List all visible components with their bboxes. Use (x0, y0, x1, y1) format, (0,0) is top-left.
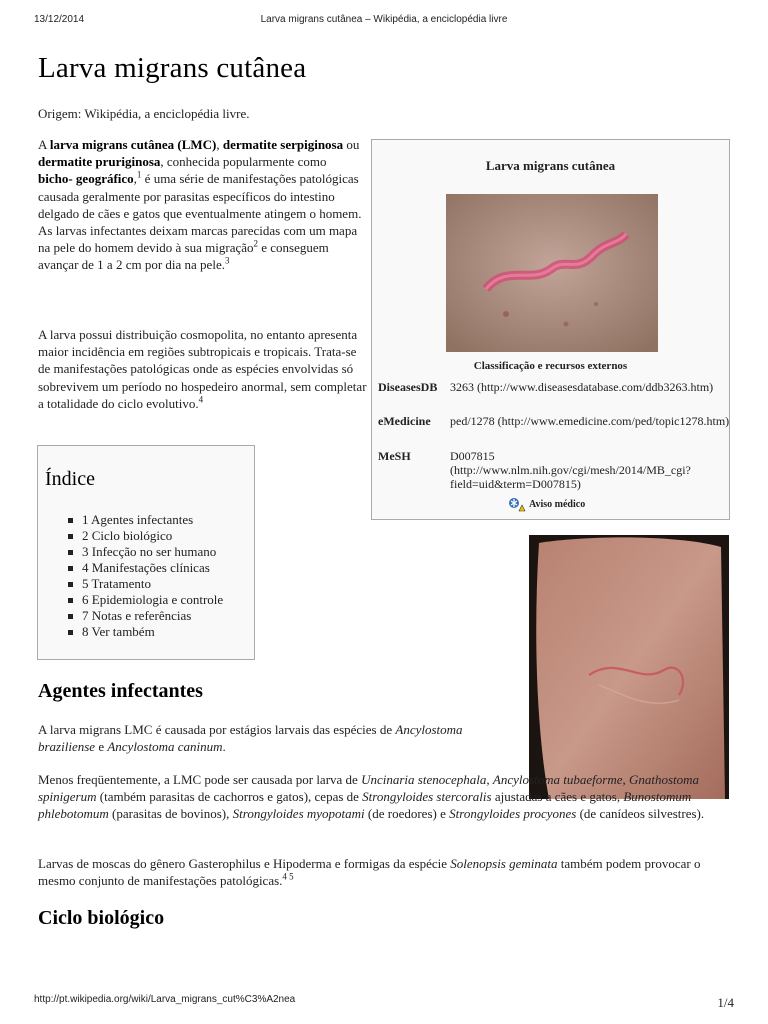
origin-note: Origem: Wikipédia, a enciclopédia livre. (38, 106, 250, 121)
paragraph-text: A larva migrans LMC é causada por estágios larvais das espécies de (38, 722, 396, 737)
paragraph-text: (de canídeos silvestres). (576, 806, 705, 822)
species-name: Uncinaria stenocephala (361, 772, 487, 787)
toc-item[interactable]: 4 Manifestações clínicas (68, 560, 223, 576)
species-name: Gnathostoma spinigerum (38, 772, 700, 805)
paragraph-text: (de roedores) e (364, 806, 450, 822)
paragraph-text: (parasitas de bovinos), (108, 806, 233, 822)
species-name: Bunostomum phlebotomum (38, 789, 692, 822)
paragraph-text: , (622, 772, 629, 787)
infobox-skin-photo[interactable] (446, 194, 658, 352)
page-title: Larva migrans cutânea (38, 52, 307, 84)
toc-list (68, 512, 223, 640)
intro-text: ou (343, 137, 360, 152)
distribution-paragraph (38, 326, 368, 412)
infobox-key: MeSH (378, 449, 411, 463)
toc-item[interactable]: 5 Tratamento (68, 576, 223, 592)
toc-item[interactable]: 8 Ver também (68, 624, 223, 640)
agentes-paragraph-3 (38, 855, 730, 889)
toc-title: Índice (45, 468, 95, 490)
intro-bold-pruriginosa: dermatite pruriginosa (38, 154, 161, 170)
skin-lesion-image (446, 194, 658, 352)
infobox-key: DiseasesDB (378, 380, 438, 394)
agentes-paragraph-1 (38, 721, 478, 755)
infobox-value-link[interactable]: 3263 (http://www.diseasesdatabase.com/ddb3263.htm) (450, 380, 714, 394)
agentes-paragraph-2 (38, 771, 730, 823)
paragraph-text: ajustadas a cães e gatos, (491, 789, 624, 805)
print-date: 13/12/2014 (34, 14, 85, 25)
section-heading-ciclo: Ciclo biológico (38, 907, 165, 929)
print-url: http://pt.wikipedia.org/wiki/Larva_migrans_cut%C3%A2nea (34, 994, 296, 1005)
section-heading-agentes: Agentes infectantes (38, 680, 203, 702)
paragraph-text: Menos freqüentemente, a LMC pode ser causada por larva de (38, 772, 362, 787)
intro-bold-lmc: larva migrans cutânea (LMC) (49, 137, 217, 152)
intro-text: e conseguem avançar de 1 a 2 cm por dia na pele. (38, 240, 329, 273)
medical-notice-label: Aviso médico (529, 498, 586, 510)
toc-item[interactable]: 7 Notas e referências (68, 608, 223, 624)
table-of-contents (37, 445, 255, 660)
infobox-title: Larva migrans cutânea (485, 158, 616, 173)
intro-text: é uma série de manifestações patológicas causada geralmente por parasitas específicos do intestino delgado de cães e gatos que eventualmente atingem o homem. As larvas infectantes deixam marcas parecidas com um mapa na pele do homem devido à sua migração (38, 171, 362, 256)
toc-item[interactable]: 6 Epidemiologia e controle (68, 592, 223, 608)
species-name: Ancylostoma tubaeforme (492, 772, 623, 787)
reference-link[interactable]: 1 (136, 170, 142, 181)
paragraph-text: (também parasitas de cachorros e gatos), cepas de (96, 789, 363, 805)
medical-notice[interactable] (508, 496, 585, 512)
print-page-number: 1/4 (717, 995, 734, 1010)
species-name: Strongyloides stercoralis (362, 789, 492, 805)
intro-text: , (216, 137, 223, 152)
intro-text: , (133, 171, 137, 187)
foot-lesion-image (529, 535, 729, 799)
reference-link[interactable]: 4 (198, 394, 204, 405)
toc-item[interactable]: 3 Infecção no ser humano (68, 544, 223, 560)
infobox-key: eMedicine (378, 414, 431, 428)
species-name: Solenopsis geminata (450, 856, 558, 871)
intro-bold-bicho: bicho- geográfico (38, 171, 134, 187)
infobox-value-link[interactable]: D007815 (http://www.nlm.nih.gov/cgi/mesh/2014/MB_cgi?field=uid&term=D007815) (450, 449, 691, 491)
print-header (0, 14, 768, 30)
paragraph-text: . (222, 739, 226, 755)
print-footer (0, 994, 768, 1010)
toc-item[interactable]: 1 Agentes infectantes (68, 512, 223, 528)
species-name: Strongyloides procyones (449, 806, 577, 822)
paragraph-text: Larvas de moscas do gênero Gasterophilus e Hipoderma e formigas da espécie (38, 856, 451, 871)
reference-link[interactable]: 2 (253, 238, 259, 249)
intro-text: , conhecida popularmente como (160, 154, 327, 170)
intro-bold-serpiginosa: dermatite serpiginosa (222, 137, 344, 152)
species-name: Strongyloides myopotami (232, 806, 365, 822)
intro-text: A (38, 137, 50, 152)
infobox (371, 139, 730, 520)
reference-link[interactable]: 3 (224, 256, 230, 267)
species-name: Ancylostoma caninum (107, 739, 223, 755)
print-title: Larva migrans cutânea – Wikipédia, a enciclopédia livre (260, 14, 508, 25)
medical-warning-icon (508, 496, 526, 512)
distribution-text: A larva possui distribuição cosmopolita, no entanto apresenta maior incidência em regiões subtropicais e tropicais. Trata-se de manifestações patológicas onde as espécies envolvidas só sobrevivem um período no hospedeiro anormal, sem completar a totalidade do ciclo evolutivo. (38, 327, 367, 411)
intro-paragraph (38, 136, 363, 274)
infobox-value-link[interactable]: ped/1278 (http://www.emedicine.com/ped/topic1278.htm) (450, 414, 730, 428)
foot-lesion-photo[interactable] (529, 535, 729, 799)
paragraph-text: , (486, 772, 493, 787)
paragraph-text: também podem provocar o mesmo conjunto de manifestações patológicas. (38, 856, 701, 889)
infobox-subtitle: Classificação e recursos externos (473, 360, 628, 372)
species-name: Ancylostoma braziliense (38, 722, 463, 755)
reference-link[interactable]: 4 5 (282, 871, 294, 882)
toc-item[interactable]: 2 Ciclo biológico (68, 528, 223, 544)
paragraph-text: e (95, 739, 108, 755)
